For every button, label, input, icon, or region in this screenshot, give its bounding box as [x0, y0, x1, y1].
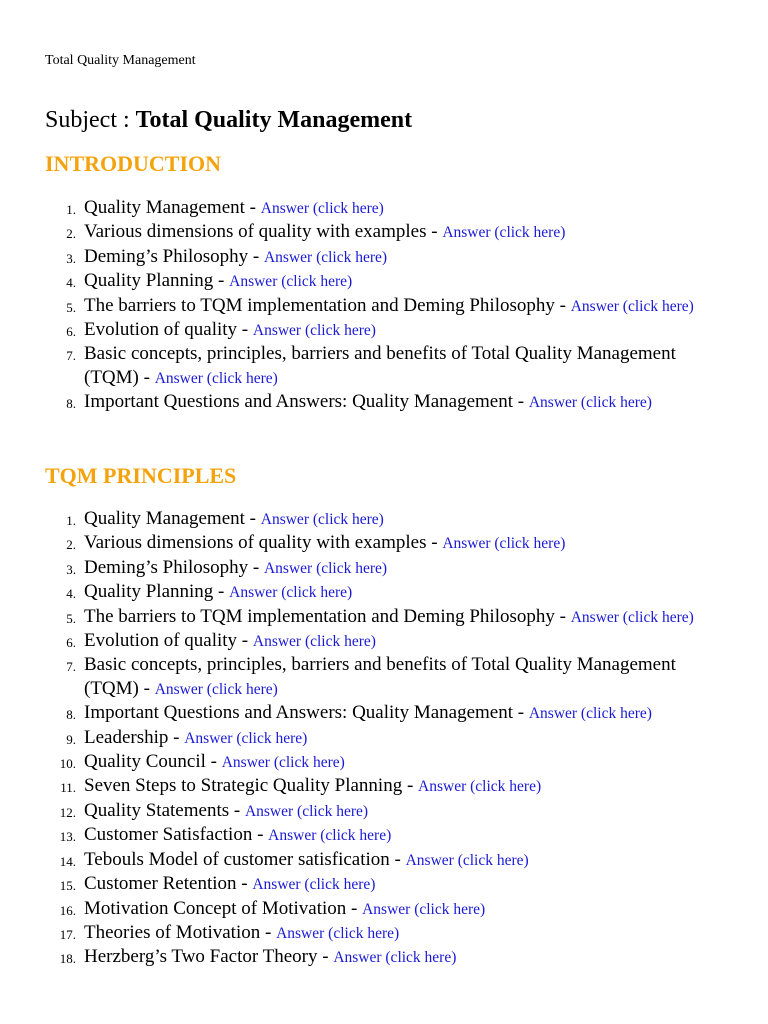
- page-header: Total Quality Management: [45, 53, 196, 68]
- answer-link[interactable]: Answer (click here): [570, 608, 694, 626]
- topic-number: 5.: [66, 610, 76, 626]
- topic-item: [0, 531, 768, 555]
- answer-link[interactable]: Answer (click here): [442, 535, 566, 553]
- answer-link[interactable]: Answer (click here): [362, 900, 486, 918]
- topic-item: [0, 750, 768, 774]
- answer-link[interactable]: Answer (click here): [276, 924, 400, 942]
- topic-number: 3.: [66, 561, 76, 577]
- answer-link[interactable]: Answer (click here): [184, 729, 308, 747]
- topic-item: [0, 390, 768, 414]
- topic-item: [0, 629, 768, 653]
- topic-text: Evolution of quality -: [84, 630, 249, 652]
- topic-text: The barriers to TQM implementation and Deming Philosophy -: [84, 605, 566, 627]
- answer-link[interactable]: Answer (click here): [154, 369, 278, 387]
- answer-link[interactable]: Answer (click here): [570, 297, 694, 315]
- topic-item: [0, 556, 768, 580]
- introduction-topic-list: [0, 196, 768, 415]
- topic-number: 4.: [66, 275, 76, 291]
- topic-item: [0, 897, 768, 921]
- topic-number: 8.: [66, 396, 76, 412]
- topic-item: [0, 196, 768, 220]
- topic-text: Customer Satisfaction -: [84, 824, 264, 846]
- topic-text: Important Questions and Answers: Quality Management -: [84, 391, 525, 413]
- topic-number: 2.: [66, 226, 76, 242]
- section-heading-tqm-principles: TQM PRINCIPLES: [45, 463, 237, 488]
- topic-number: 10.: [59, 756, 76, 772]
- topic-item: [0, 653, 768, 701]
- topic-number: 17.: [59, 926, 76, 942]
- topic-item: [0, 921, 768, 945]
- topic-text: Basic concepts, principles, barriers and benefits of Total Quality Management (TQM) -: [84, 343, 676, 388]
- topic-text: Herzberg’s Two Factor Theory -: [84, 946, 329, 968]
- answer-link[interactable]: Answer (click here): [528, 705, 652, 723]
- answer-link[interactable]: Answer (click here): [528, 394, 652, 412]
- subject-title: Total Quality Management: [135, 107, 413, 133]
- answer-link[interactable]: Answer (click here): [263, 248, 388, 266]
- answer-link[interactable]: Answer (click here): [260, 511, 384, 528]
- topic-text: Deming’s Philosophy -: [84, 556, 260, 578]
- answer-link[interactable]: Answer (click here): [154, 680, 278, 698]
- answer-link[interactable]: Answer (click here): [268, 827, 392, 845]
- topic-item: [0, 848, 768, 872]
- topic-text: Leadership -: [84, 726, 180, 748]
- answer-link[interactable]: Answer (click here): [263, 559, 388, 577]
- topic-text: Various dimensions of quality with examples -: [84, 221, 438, 243]
- topic-number: 6.: [66, 324, 76, 340]
- topic-number: 14.: [59, 853, 76, 869]
- topic-item: [0, 872, 768, 896]
- topic-text: Evolution of quality -: [84, 319, 249, 341]
- topic-number: 5.: [66, 299, 76, 315]
- topic-number: 1.: [66, 202, 76, 217]
- answer-link[interactable]: Answer (click here): [252, 322, 376, 340]
- topic-number: 1.: [66, 513, 76, 528]
- topic-item: [0, 294, 768, 318]
- topic-item: [0, 580, 768, 604]
- topic-number: 2.: [66, 537, 76, 553]
- topic-text: Quality Statements -: [84, 799, 241, 821]
- answer-link[interactable]: Answer (click here): [252, 876, 376, 894]
- topic-text: Quality Council -: [84, 751, 217, 773]
- answer-link[interactable]: Answer (click here): [221, 754, 345, 772]
- answer-link[interactable]: Answer (click here): [229, 584, 353, 602]
- topic-text: Important Questions and Answers: Quality Management -: [84, 702, 525, 724]
- topic-item: [0, 220, 768, 244]
- topic-text: Theories of Motivation -: [84, 921, 272, 943]
- topic-item: [0, 605, 768, 629]
- answer-link[interactable]: Answer (click here): [260, 200, 384, 217]
- topic-text: Quality Management -: [84, 197, 257, 218]
- answer-link[interactable]: Answer (click here): [418, 778, 542, 796]
- topic-text: The barriers to TQM implementation and Deming Philosophy -: [84, 294, 566, 316]
- topic-number: 9.: [66, 731, 76, 747]
- topic-text: Quality Planning -: [84, 581, 225, 603]
- topic-number: 12.: [59, 804, 76, 820]
- topic-text: Various dimensions of quality with examples -: [84, 532, 438, 554]
- topic-text: Seven Steps to Strategic Quality Planning -: [84, 775, 414, 797]
- topic-text: Basic concepts, principles, barriers and benefits of Total Quality Management (TQM) -: [84, 654, 676, 699]
- topic-item: [0, 701, 768, 725]
- section-heading-introduction: INTRODUCTION: [45, 151, 222, 176]
- subject-label: Subject :: [45, 107, 130, 133]
- topic-number: 15.: [59, 878, 76, 894]
- topic-item: [0, 774, 768, 798]
- topic-text: Customer Retention -: [84, 873, 248, 895]
- topic-item: [0, 726, 768, 750]
- topic-number: 8.: [66, 707, 76, 723]
- topic-number: 16.: [59, 902, 76, 918]
- answer-link[interactable]: Answer (click here): [244, 802, 369, 820]
- topic-text: Quality Planning -: [84, 270, 225, 292]
- answer-link[interactable]: Answer (click here): [333, 949, 457, 967]
- topic-number: 13.: [59, 829, 76, 845]
- topic-number: 7.: [66, 659, 76, 675]
- topic-number: 4.: [66, 586, 76, 602]
- topic-text: Motivation Concept of Motivation -: [84, 897, 358, 919]
- topic-item: [0, 342, 768, 390]
- answer-link[interactable]: Answer (click here): [405, 851, 529, 869]
- topic-item: [0, 318, 768, 342]
- answer-link[interactable]: Answer (click here): [442, 224, 566, 242]
- topic-number: 6.: [66, 635, 76, 651]
- subject-line: [45, 106, 412, 134]
- topic-number: 3.: [66, 250, 76, 266]
- topic-item: [0, 823, 768, 847]
- topic-item: [0, 269, 768, 293]
- topic-number: 7.: [66, 348, 76, 364]
- topic-item: [0, 245, 768, 269]
- topic-item: [0, 799, 768, 823]
- topic-text: Quality Management -: [84, 508, 257, 529]
- topic-number: 18.: [59, 951, 76, 967]
- topic-text: Tebouls Model of customer satisfication -: [84, 848, 401, 870]
- answer-link[interactable]: Answer (click here): [229, 273, 353, 291]
- tqm-principles-topic-list: [0, 507, 768, 970]
- topic-item: [0, 945, 768, 969]
- topic-item: [0, 507, 768, 531]
- answer-link[interactable]: Answer (click here): [252, 633, 376, 651]
- topic-number: 11.: [60, 780, 76, 796]
- topic-text: Deming’s Philosophy -: [84, 245, 260, 267]
